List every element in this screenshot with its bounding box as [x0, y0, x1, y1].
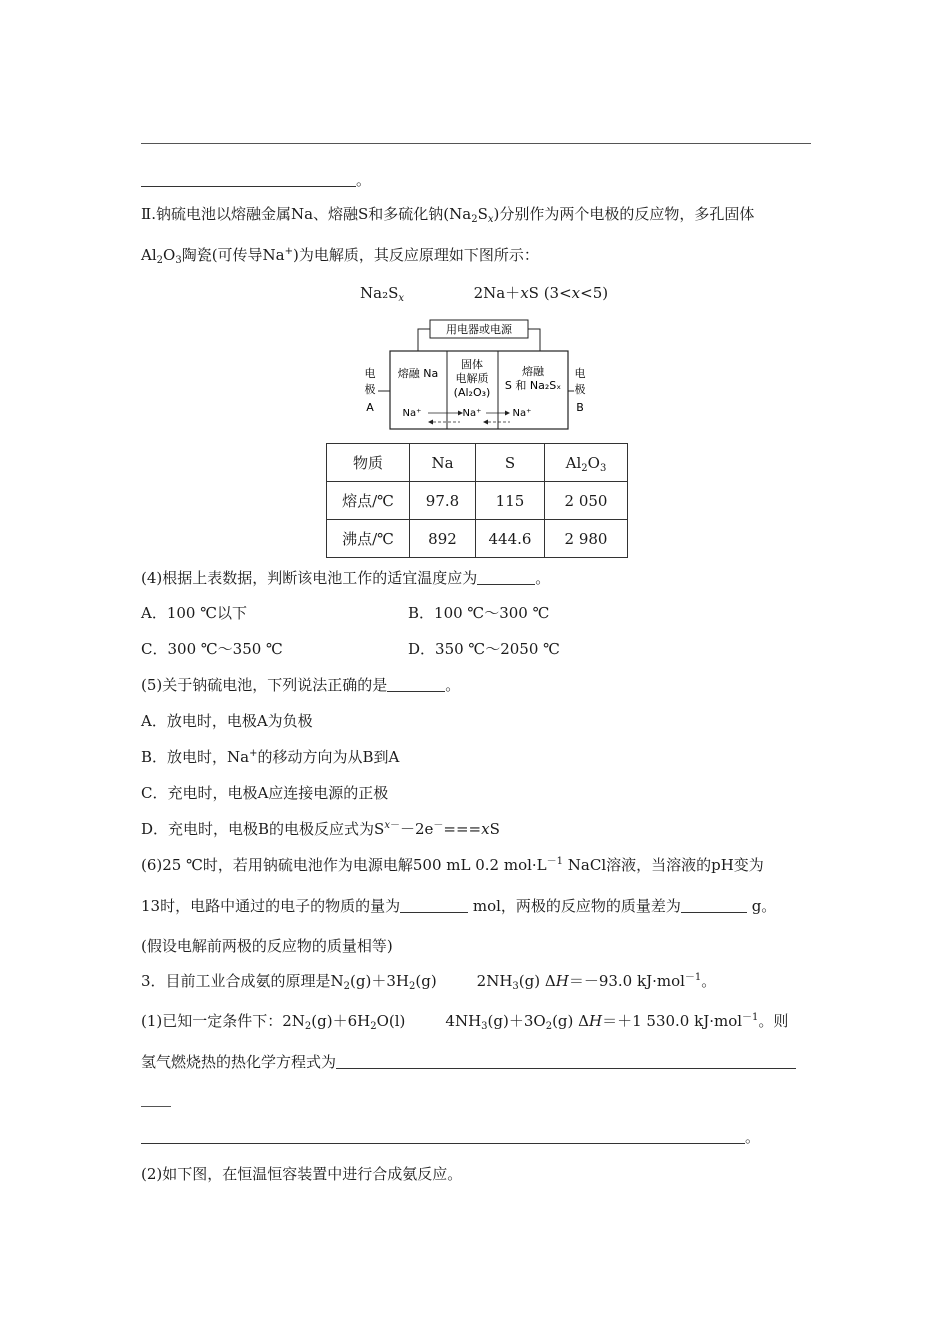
table-cell: S [476, 444, 545, 482]
table-row [327, 520, 628, 558]
table-cell: 2 050 [545, 482, 628, 520]
table-cell: $Al_2O_3$ [545, 444, 628, 482]
table-cell: 115 [476, 482, 545, 520]
q6-line2: 13时，电路中通过的电子的物质的量为 mol，两极的反应物的质量差为 g。 [141, 897, 777, 915]
q3-part1-line3: 。 [141, 1127, 760, 1147]
q4-option-a: A．100 ℃以下 [141, 604, 248, 622]
q4-stem: (4)根据上表数据，判断该电池工作的适宜温度应为 。 [141, 569, 551, 587]
middle-chamber-label-3: (Al₂O₃) [453, 386, 491, 399]
electrode-a-3: A [366, 401, 374, 414]
table-cell: 444.6 [476, 520, 545, 558]
q5-option-d: D．充电时，电极B的电极反应式为$S^{x-}-2e^-===xS$ [141, 820, 500, 838]
table-cell: 2 980 [545, 520, 628, 558]
q4-option-b: B．100 ℃～300 ℃ [408, 604, 550, 622]
properties-table [326, 443, 628, 558]
q5-option-a: A．放电时，电极A为负极 [141, 712, 313, 730]
ion-label-middle: Na⁺ [462, 408, 482, 419]
q5-stem: (5)关于钠硫电池，下列说法正确的是 。 [141, 676, 461, 694]
table-cell: 物质 [327, 444, 410, 482]
electrode-b-3: B [576, 401, 584, 414]
table-cell: 熔点/℃ [327, 482, 410, 520]
table-cell: 892 [410, 520, 476, 558]
electrode-b-1: 电 [574, 367, 586, 380]
ion-label-left: Na⁺ [402, 408, 422, 419]
middle-chamber-label-2: 电解质 [455, 372, 489, 385]
ion-label-right: Na⁺ [512, 408, 532, 419]
table-row [327, 482, 628, 520]
table-cell: 97.8 [410, 482, 476, 520]
q3-part1-line1: (1)已知一定条件下：$2N_2(g)+6H_2O(l)$ $4NH_3(g)+3O_2(g)$ ΔH＝＋1 530.0 kJ·mol$^{-1}$。则 [141, 1012, 789, 1032]
right-chamber-label-2: S 和 Na₂Sₓ [504, 379, 562, 392]
table-cell: 沸点/℃ [327, 520, 410, 558]
part2-intro-line2: $Al_2O_3$陶瓷(可传导Na+)为电解质，其反应原理如下图所示： [141, 246, 539, 266]
answer-line-1 [141, 143, 811, 144]
electrode-a-1: 电 [364, 367, 376, 380]
left-chamber-label: 熔融 Na [397, 367, 439, 380]
reaction-equation: $Na_2S_x$ 2Na＋xS (3<x<5) [360, 284, 609, 304]
q4-option-d: D．350 ℃～2050 ℃ [408, 640, 560, 658]
device-label: 用电器或电源 [446, 323, 512, 336]
q3-part2: (2)如下图，在恒温恒容装置中进行合成氨反应。 [141, 1165, 463, 1183]
wire-right [528, 329, 540, 351]
q4-option-c: C．300 ℃～350 ℃ [141, 640, 283, 658]
q3-stem: 3．目前工业合成氨的原理是$N_2(g)+3H_2(g)$ $2NH_3(g)$ ΔH＝－93.0 kJ·mol$^{-1}$。 [141, 972, 717, 992]
electrode-b-2: 极 [574, 383, 586, 396]
middle-chamber-label-1: 固体 [461, 358, 483, 371]
battery-diagram [360, 315, 590, 435]
electrode-a-2: 极 [364, 383, 376, 396]
q6-line1: (6)25 ℃时，若用钠硫电池作为电源电解500 mL 0.2 $mol\cdot L^{-1}$ NaCl溶液，当溶液的pH变为 [141, 856, 764, 874]
answer-line-2: 。 [141, 170, 371, 190]
wire-left [418, 329, 430, 351]
table-cell: Na [410, 444, 476, 482]
q6-line3: (假设电解前两极的反应物的质量相等) [141, 937, 393, 955]
q5-option-b: B．放电时，Na+的移动方向为从B到A [141, 748, 400, 766]
table-header-row [327, 444, 628, 482]
answer-line-3 [141, 1106, 171, 1107]
q5-option-c: C．充电时，电极A应连接电源的正极 [141, 784, 389, 802]
part2-intro-line1: Ⅱ.钠硫电池以熔融金属Na、熔融S和多硫化钠$(Na_2S_x)$分别作为两个电极的反应物，多孔固体 [141, 205, 755, 225]
q3-part1-line2: 氢气燃烧热的热化学方程式为 [141, 1052, 796, 1072]
right-chamber-label-1: 熔融 [522, 365, 544, 378]
